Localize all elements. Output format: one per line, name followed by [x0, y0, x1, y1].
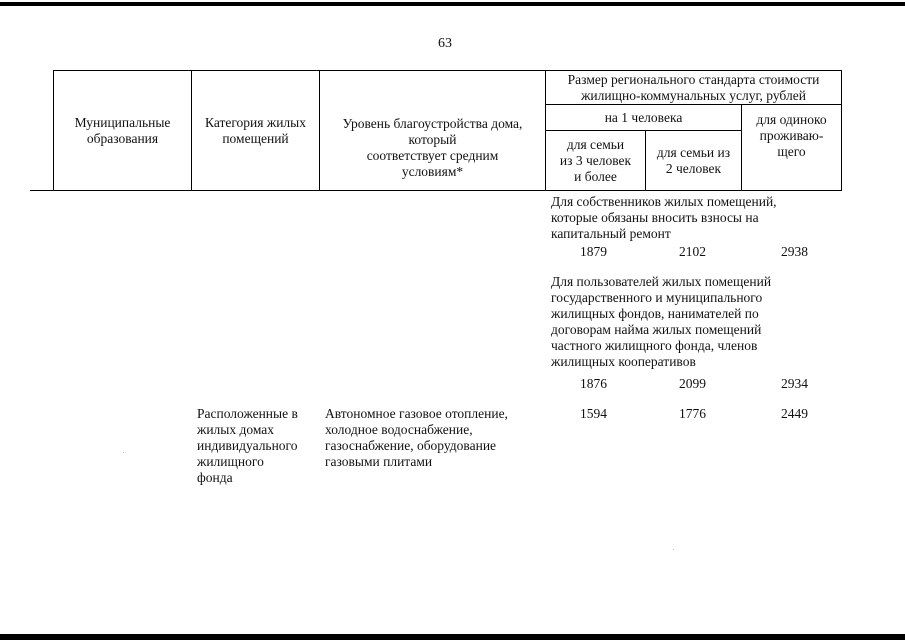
scan-speck: [123, 452, 124, 453]
row-value-family2: 1776: [679, 406, 706, 421]
header-family3: для семьи из 3 человек и более: [559, 136, 632, 184]
header-category: Категория жилых помещений: [205, 114, 306, 146]
row-value-single: 2449: [781, 406, 808, 421]
header-single: для одиноко проживаю- щего: [756, 112, 827, 159]
header-municipal: Муниципальные образования: [74, 114, 171, 146]
scan-speck: [673, 549, 674, 550]
row-level: Автономное газовое отопление, холодное водоснабжение, газоснабжение, оборудование газовыми плитами: [325, 406, 508, 469]
row-category: Расположенные в жилых домах индивидуального жилищного фонда: [197, 406, 298, 485]
users-value-single: 2934: [781, 376, 808, 391]
header-standard: Размер регионального стандарта стоимости жилищно-коммунальных услуг, рублей: [567, 71, 820, 103]
users-value-family3: 1876: [580, 376, 607, 391]
header-level: Уровень благоустройства дома, который соответствует средним условиям*: [342, 116, 523, 179]
owners-label: Для собственников жилых помещений, которые обязаны вносить взносы на капитальный ремонт: [551, 194, 777, 241]
header-family2: для семьи из 2 человек: [656, 144, 731, 176]
bottom-border-rule: [0, 634, 905, 640]
owners-value-family3: 1879: [580, 244, 607, 259]
users-label: Для пользователей жилых помещений государственного и муниципального жилищных фондов, нанимателей по договорам найма жилых помещений частного жилищного фонда, членов жилищных кооперативов: [551, 274, 772, 369]
page-number: 63: [438, 36, 452, 51]
owners-value-family2: 2102: [679, 244, 706, 259]
owners-value-single: 2938: [781, 244, 808, 259]
top-border-rule: [0, 2, 905, 6]
users-value-family2: 2099: [679, 376, 706, 391]
row-value-family3: 1594: [580, 406, 607, 421]
header-per-person: на 1 человека: [604, 109, 683, 125]
